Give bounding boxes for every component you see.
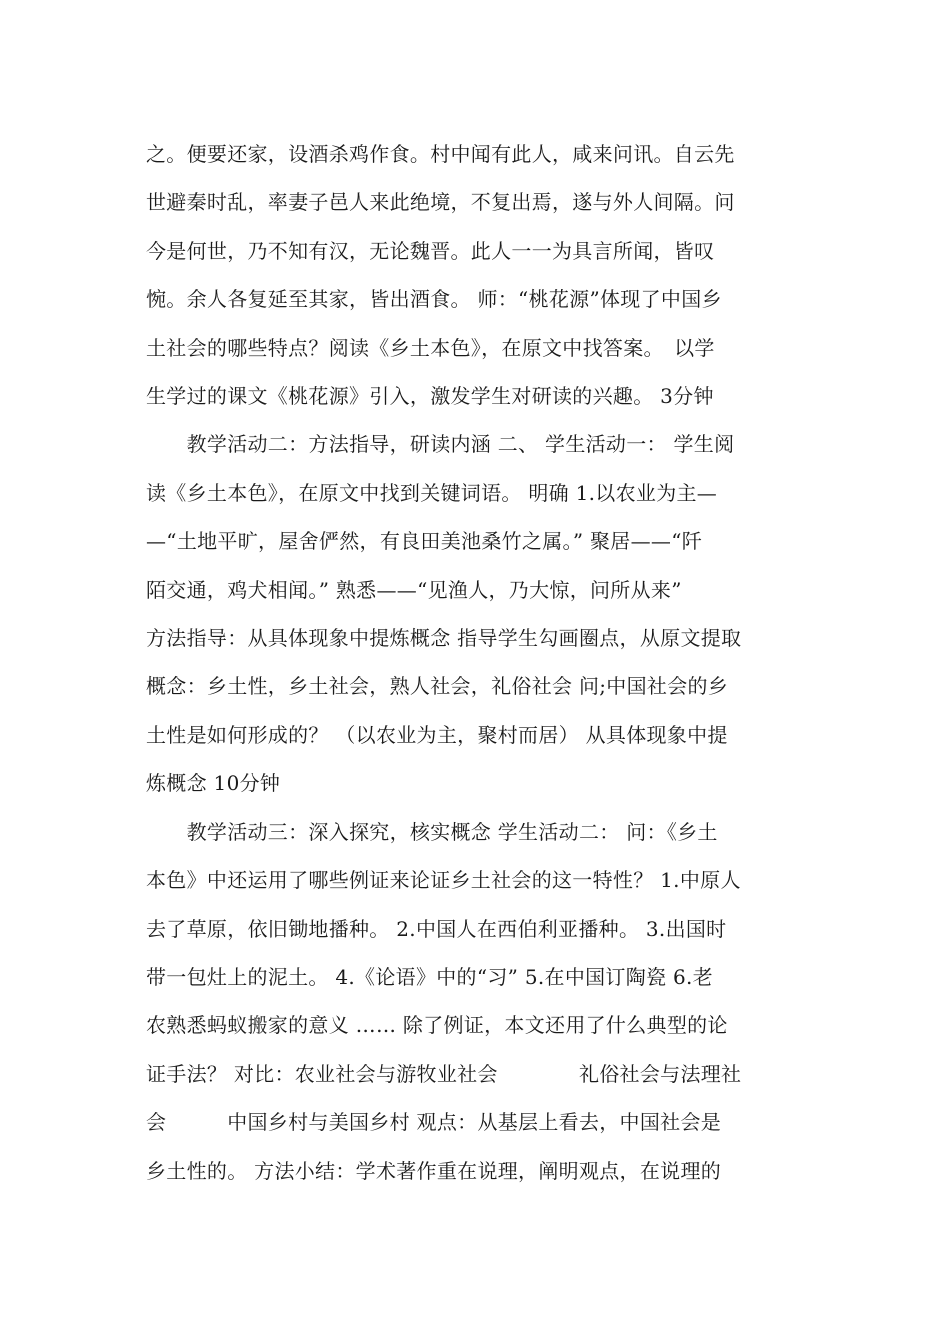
text-line: 会 中国乡村与美国乡村 观点：从基层上看去，中国社会是 xyxy=(146,1110,722,1135)
text-line: 之。便要还家，设酒杀鸡作食。村中闻有此人，咸来问讯。自云先 xyxy=(146,142,735,166)
document-body xyxy=(146,130,806,1195)
text-line: 方法指导：从具体现象中提炼概念 指导学生勾画圈点，从原文提取 xyxy=(146,626,742,651)
paragraph-1 xyxy=(146,130,806,420)
text-line: 去了草原，依旧锄地播种。 2.中国人在西伯利亚播种。 3.出国时 xyxy=(146,916,727,941)
text-line: 农熟悉蚂蚁搬家的意义 …… 除了例证，本文还用了什么典型的论 xyxy=(146,1013,728,1038)
text-line: 生学过的课文《桃花源》引入，激发学生对研读的兴趣。 3分钟 xyxy=(146,384,714,409)
text-line: 土性是如何形成的？ （以农业为主，聚村而居） 从具体现象中提 xyxy=(146,722,728,747)
paragraph-2 xyxy=(146,420,806,807)
text-line: 土社会的哪些特点？阅读《乡土本色》，在原文中找答案。 以学 xyxy=(146,335,715,360)
paragraph-3 xyxy=(146,808,806,1195)
text-line: 证手法？ 对比：农业社会与游牧业社会 礼俗社会与法理社 xyxy=(146,1061,742,1086)
text-line: 概念：乡土性，乡土社会，熟人社会，礼俗社会 问;中国社会的乡 xyxy=(146,674,729,699)
text-line: 今是何世，乃不知有汉，无论魏晋。此人一一为具言所闻，皆叹 xyxy=(146,238,715,263)
text-line: 世避秦时乱，率妻子邑人来此绝境，不复出焉，遂与外人间隔。问 xyxy=(146,190,735,215)
text-line: 教学活动三：深入探究，核实概念 学生活动二： 问：《乡土 xyxy=(146,819,718,844)
text-line: 炼概念 10分钟 xyxy=(146,771,281,796)
text-line: 本色》中还运用了哪些例证来论证乡土社会的这一特性？ 1.中原人 xyxy=(146,868,741,893)
text-line: 教学活动二：方法指导，研读内涵 二、 学生活动一： 学生阅 xyxy=(146,432,735,457)
text-line: —“土地平旷，屋舍俨然，有良田美池桑竹之属。” 聚居——“阡 xyxy=(146,529,703,554)
text-line: 带一包灶上的泥土。 4.《论语》中的“习” 5.在中国订陶瓷 6.老 xyxy=(146,964,713,989)
text-line: 乡土性的。 方法小结：学术著作重在说理，阐明观点，在说理的 xyxy=(146,1158,722,1183)
text-line: 读《乡土本色》，在原文中找到关键词语。 明确 1.以农业为主— xyxy=(146,480,718,505)
text-line: 惋。余人各复延至其家，皆出酒食。 师：“桃花源”体现了中国乡 xyxy=(146,287,722,312)
text-line: 陌交通，鸡犬相闻。” 熟悉——“见渔人，乃大惊，问所从来” xyxy=(146,577,682,602)
